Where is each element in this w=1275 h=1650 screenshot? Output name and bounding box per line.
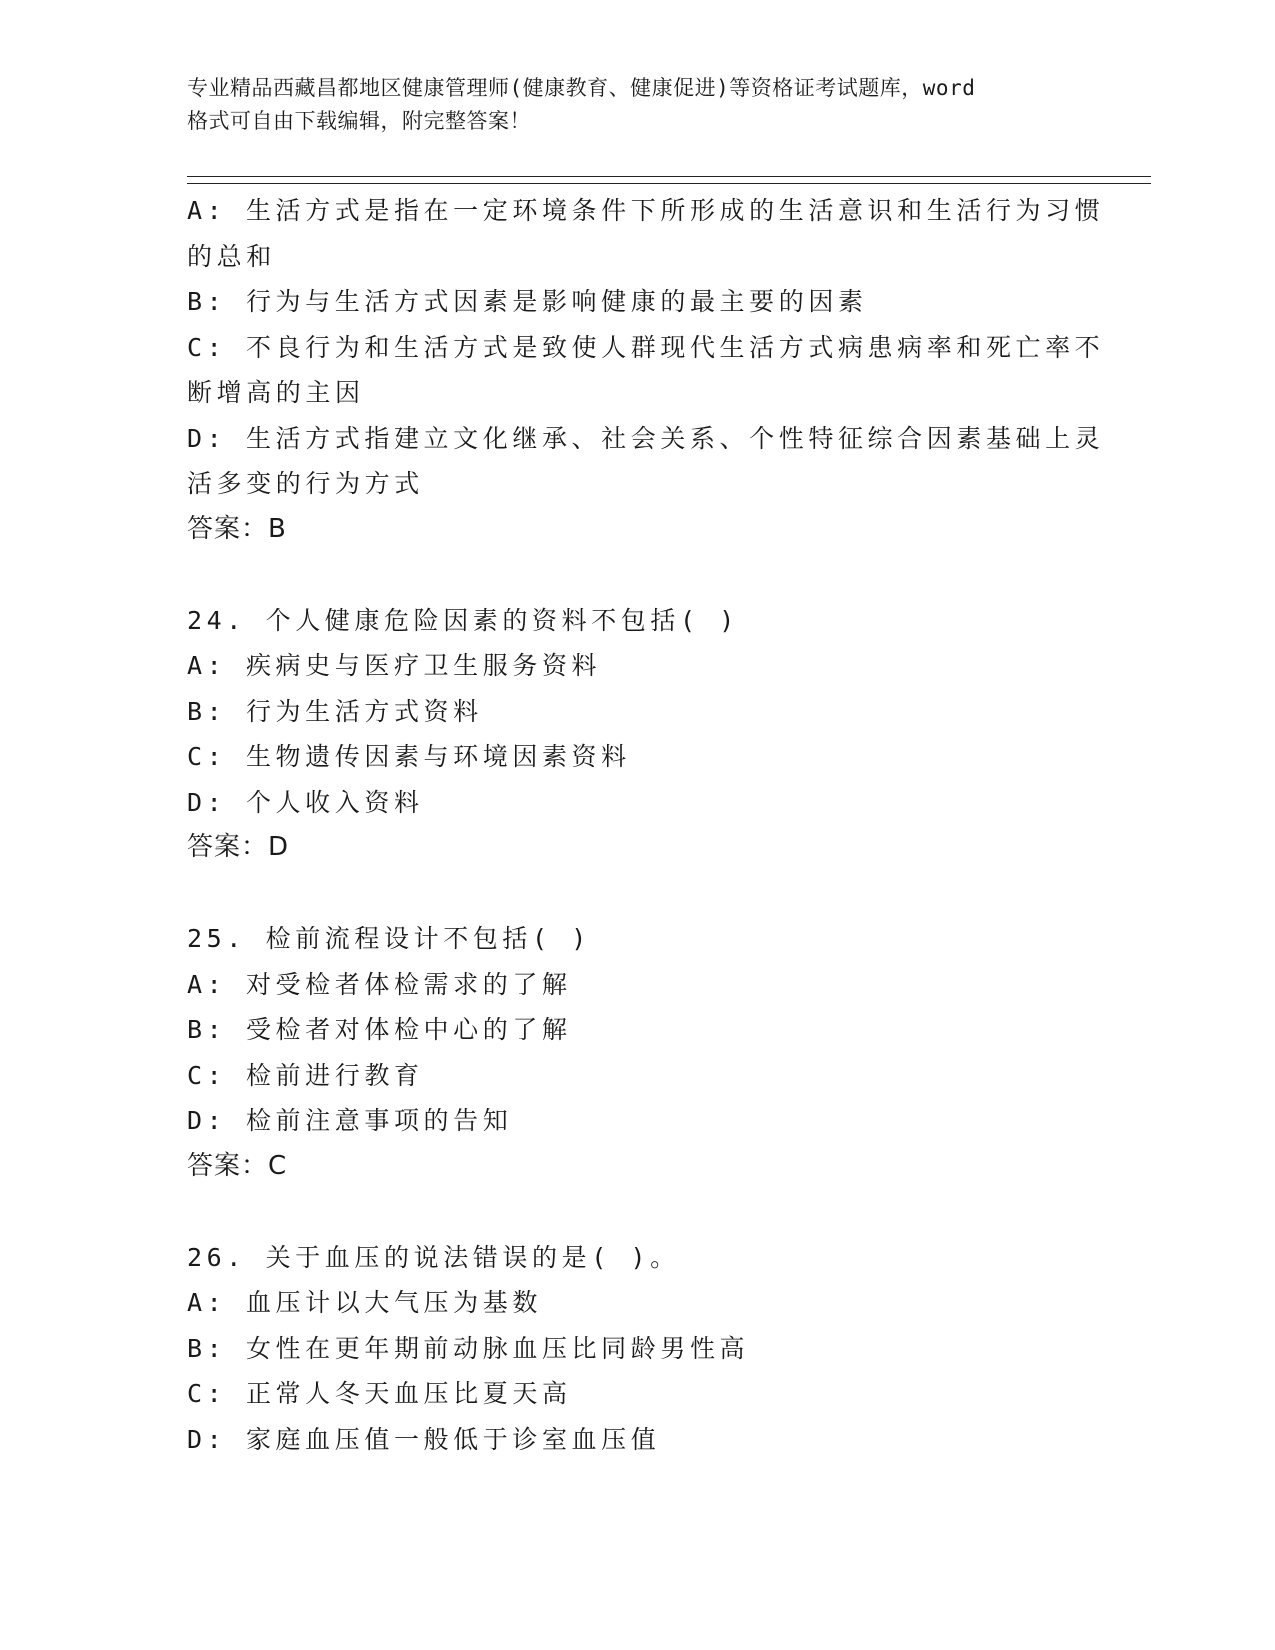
q26-option-a: A: 血压计以大气压为基数 [187,1288,542,1317]
q26-option-c: C: 正常人冬天血压比夏天高 [187,1379,572,1408]
question-list [187,188,1105,1462]
q23-option-c-line-1: C: 不良行为和生活方式是致使人群现代生活方式病患病率和死亡率不 [187,332,1105,362]
q24-question: 24. 个人健康危险因素的资料不包括( ) [187,605,739,635]
question-25 [187,916,1087,1189]
spacer [187,871,1087,917]
q25-question: 25. 检前流程设计不包括( ) [187,924,591,953]
q24-option-c: C: 生物遗传因素与环境因素资料 [187,742,631,771]
q23-option-d-line-2: 活多变的行为方式 [187,469,424,498]
q23-option-a-line-2: 的总和 [187,241,276,271]
q25-option-c: C: 检前进行教育 [187,1060,424,1090]
q24-option-b: B: 行为生活方式资料 [187,696,483,726]
q23-option-c-line-2: 断增高的主因 [187,378,365,407]
q25-option-d: D: 检前注意事项的告知 [187,1106,513,1135]
q24-answer: 答案：D [187,832,290,862]
q26-option-b: B: 女性在更年期前动脉血压比同龄男性高 [187,1333,750,1363]
header-line-1: 专业精品西藏昌都地区健康管理师(健康教育、健康促进)等资格证考试题库，word [187,76,976,100]
question-26 [187,1235,1087,1463]
q26-option-d: D: 家庭血压值一般低于诊室血压值 [187,1424,661,1454]
spacer [187,552,1087,598]
q26-question: 26. 关于血压的说法错误的是( )。 [187,1242,680,1272]
question-24 [187,598,1087,871]
q23-option-a-line-1: A: 生活方式是指在一定环境条件下所形成的生活意识和生活行为习惯 [187,196,1105,225]
q23-answer: 答案：B [187,513,287,544]
q25-option-b: B: 受检者对体检中心的了解 [187,1015,572,1044]
document-header [187,72,1087,138]
header-rule-top [187,176,1151,177]
q23-option-d-line-1: D: 生活方式指建立文化继承、社会关系、个性特征综合因素基础上灵 [187,423,1105,453]
header-rule-bottom [187,183,1151,184]
q24-option-d: D: 个人收入资料 [187,787,424,817]
header-line-2: 格式可自由下载编辑，附完整答案！ [187,109,531,133]
spacer [187,1189,1087,1235]
q25-option-a: A: 对受检者体检需求的了解 [187,969,572,999]
q24-option-a: A: 疾病史与医疗卫生服务资料 [187,651,602,680]
q23-option-b: B: 行为与生活方式因素是影响健康的最主要的因素 [187,287,868,316]
q25-answer: 答案：C [187,1150,288,1181]
question-23 [187,188,1105,552]
